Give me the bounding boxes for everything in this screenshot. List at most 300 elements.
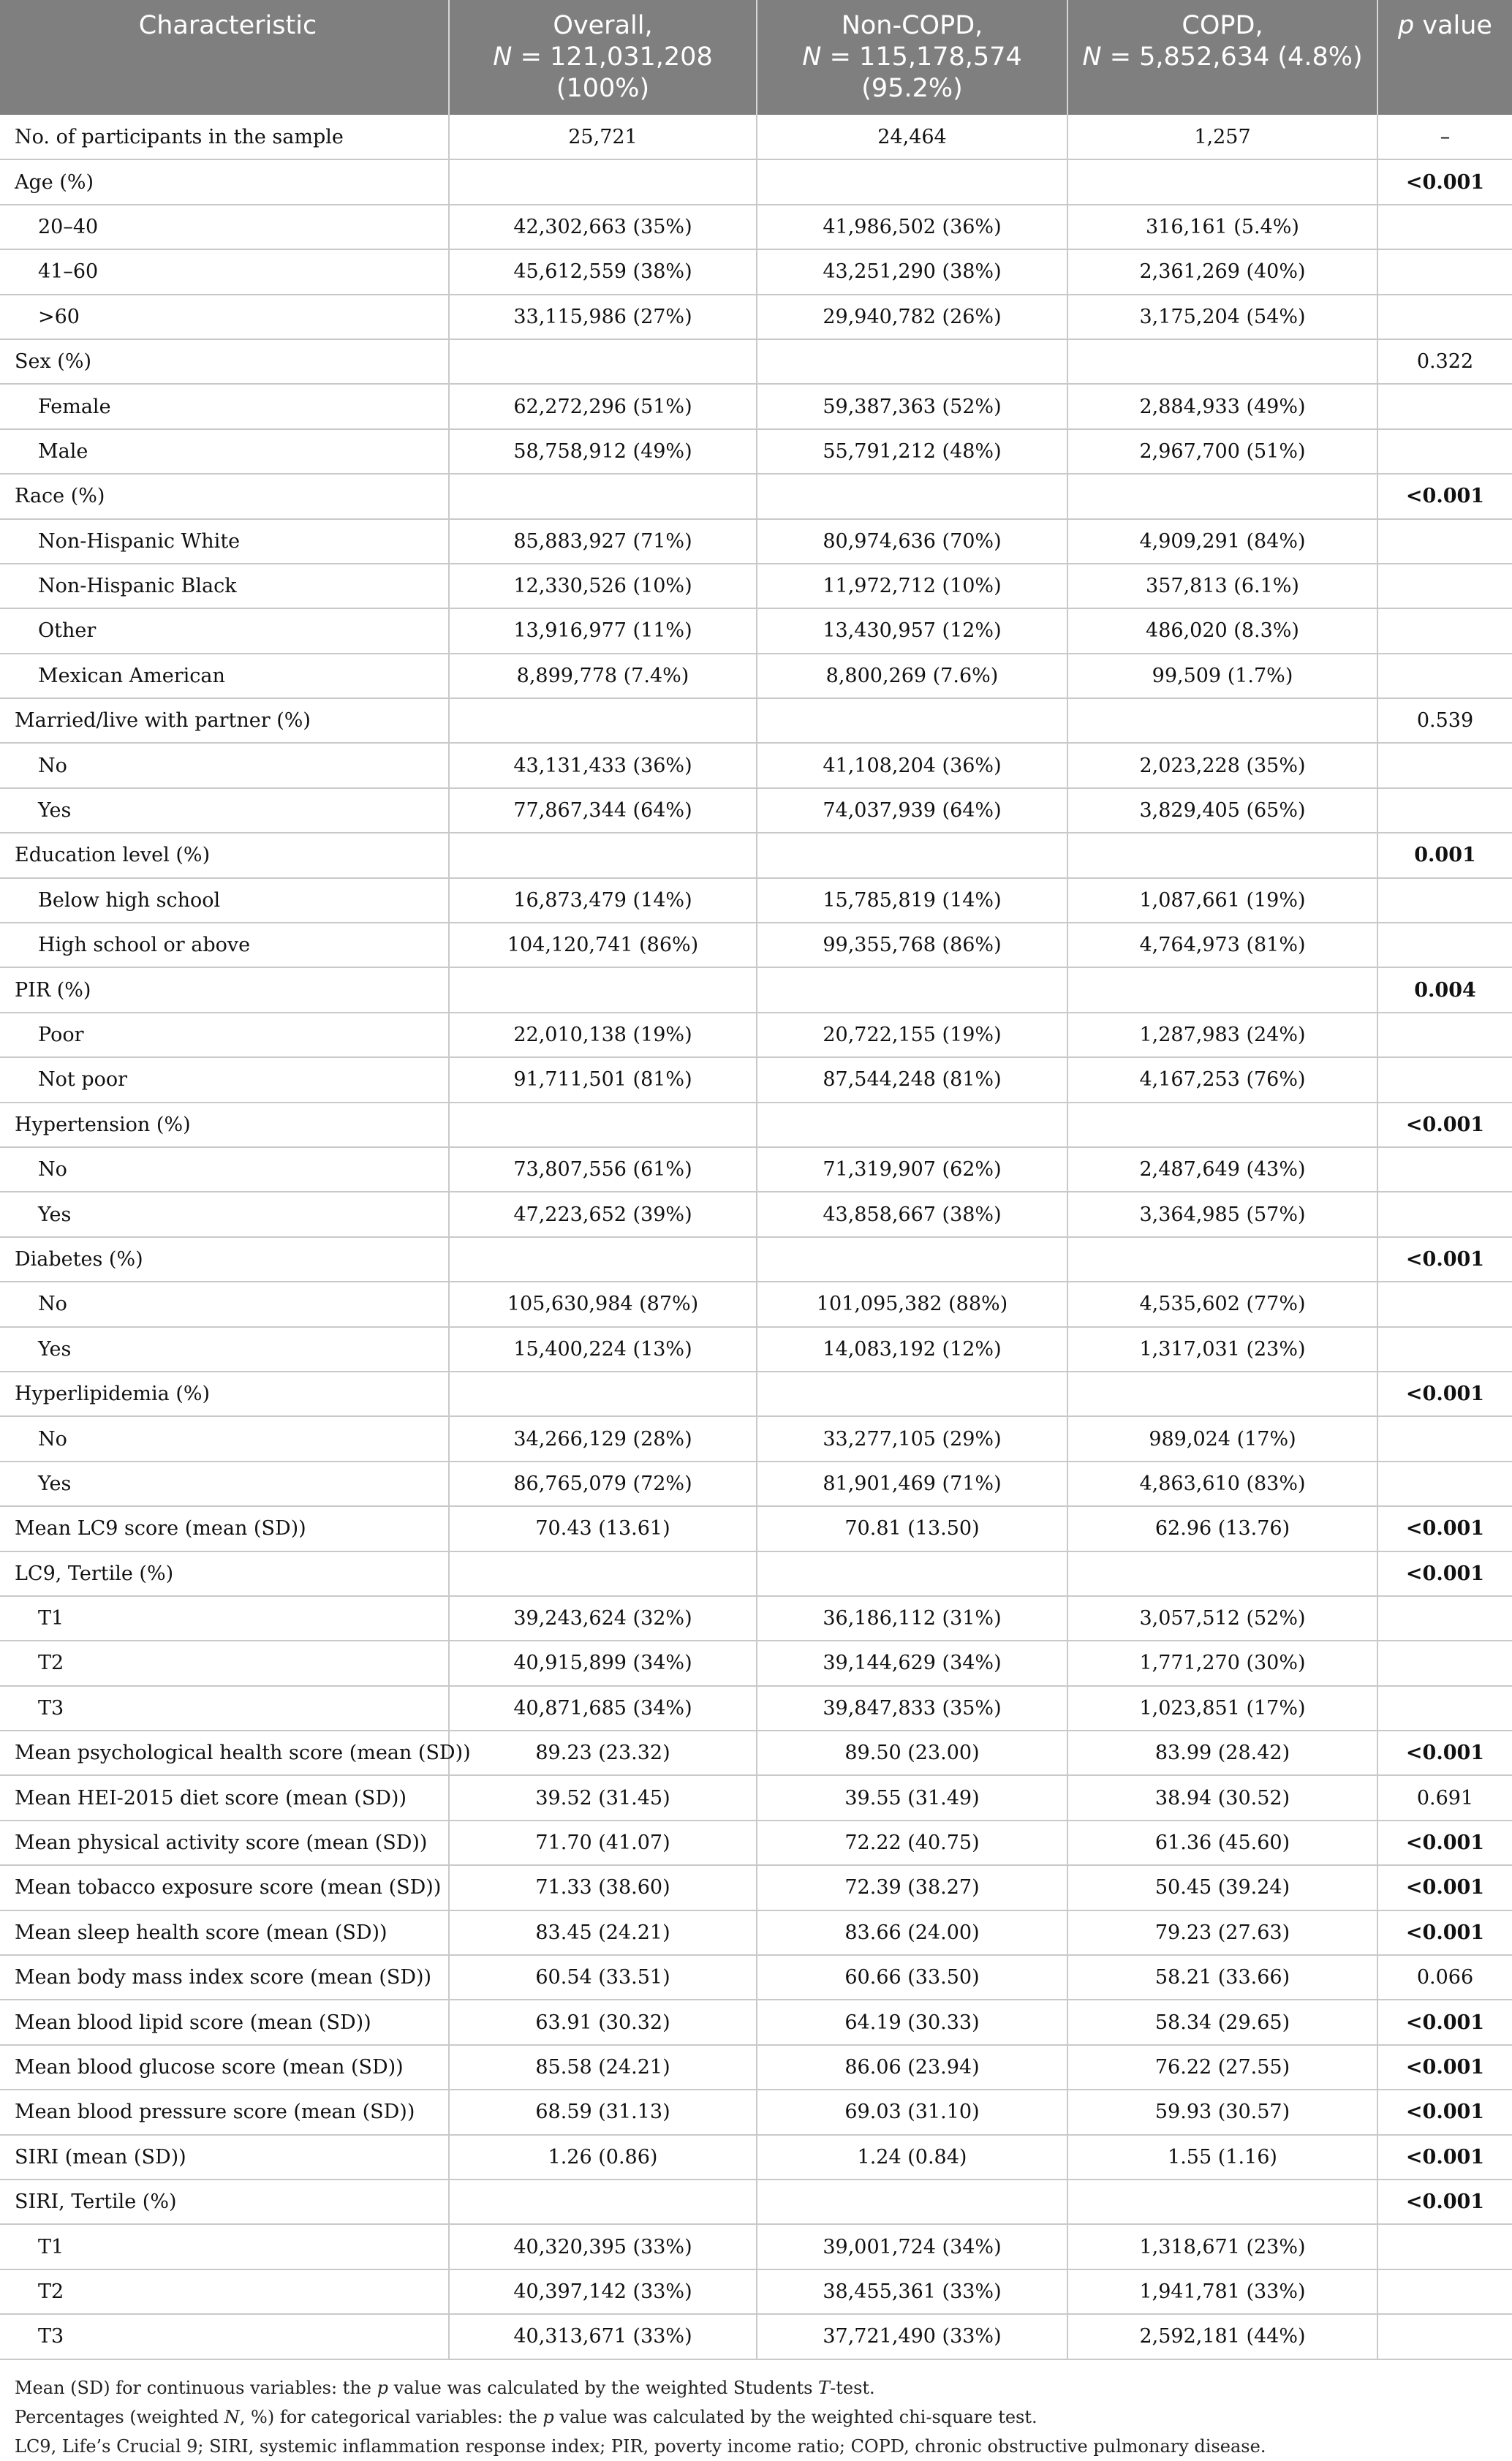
cell-non-copd: 60.66 (33.50)	[757, 1955, 1067, 2000]
cell-non-copd: 80,974,636 (70%)	[757, 519, 1067, 564]
cell-copd: 4,909,291 (84%)	[1067, 519, 1377, 564]
cell-p-value: <0.001	[1377, 1506, 1512, 1551]
row-label: Poor	[0, 1013, 449, 1057]
cell-p-value	[1377, 1596, 1512, 1641]
row-label: Mean tobacco exposure score (mean (SD))	[0, 1865, 449, 1910]
cell-p-value: 0.322	[1377, 339, 1512, 384]
cell-p-value	[1377, 1462, 1512, 1506]
cell-overall: 40,915,899 (34%)	[449, 1641, 757, 1685]
table-row	[0, 2269, 1512, 2314]
table-row	[0, 1147, 1512, 1192]
row-label: No. of participants in the sample	[0, 115, 449, 159]
cell-overall: 71.70 (41.07)	[449, 1821, 757, 1865]
cell-p-value: <0.001	[1377, 1865, 1512, 1910]
table-row	[0, 1821, 1512, 1865]
cell-overall: 33,115,986 (27%)	[449, 295, 757, 339]
cell-copd	[1067, 159, 1377, 204]
cell-p-value	[1377, 249, 1512, 294]
cell-copd: 76.22 (27.55)	[1067, 2045, 1377, 2090]
cell-non-copd: 41,108,204 (36%)	[757, 743, 1067, 787]
cell-non-copd: 39,001,724 (34%)	[757, 2224, 1067, 2269]
cell-p-value: 0.004	[1377, 967, 1512, 1012]
cell-p-value: <0.001	[1377, 2135, 1512, 2180]
header-overall: Overall, N = 121,031,208 (100%)	[449, 0, 757, 115]
cell-p-value	[1377, 788, 1512, 833]
table-row	[0, 474, 1512, 518]
table-row	[0, 1237, 1512, 1282]
cell-non-copd	[757, 159, 1067, 204]
table-row	[0, 2180, 1512, 2224]
cell-p-value	[1377, 2224, 1512, 2269]
table-footnotes	[0, 2360, 1512, 2461]
cell-overall: 86,765,079 (72%)	[449, 1462, 757, 1506]
cell-non-copd: 55,791,212 (48%)	[757, 429, 1067, 474]
cell-p-value	[1377, 384, 1512, 428]
cell-non-copd: 39.55 (31.49)	[757, 1775, 1067, 1820]
row-label: No	[0, 1282, 449, 1326]
cell-overall: 43,131,433 (36%)	[449, 743, 757, 787]
row-label: Other	[0, 608, 449, 653]
row-label: Mean physical activity score (mean (SD))	[0, 1821, 449, 1865]
row-label: Mexican American	[0, 654, 449, 698]
cell-copd: 3,175,204 (54%)	[1067, 295, 1377, 339]
row-label: Sex (%)	[0, 339, 449, 384]
cell-copd: 1,941,781 (33%)	[1067, 2269, 1377, 2314]
cell-non-copd: 43,251,290 (38%)	[757, 249, 1067, 294]
row-label: T2	[0, 2269, 449, 2314]
row-label: SIRI (mean (SD))	[0, 2135, 449, 2180]
cell-p-value: <0.001	[1377, 1731, 1512, 1775]
row-label: Race (%)	[0, 474, 449, 518]
cell-overall: 68.59 (31.13)	[449, 2090, 757, 2134]
table-row	[0, 743, 1512, 787]
cell-copd: 50.45 (39.24)	[1067, 1865, 1377, 1910]
cell-overall	[449, 159, 757, 204]
cell-p-value	[1377, 1327, 1512, 1372]
cell-p-value	[1377, 564, 1512, 608]
table-row	[0, 1192, 1512, 1236]
header-copd: COPD, N = 5,852,634 (4.8%)	[1067, 0, 1377, 115]
cell-p-value	[1377, 608, 1512, 653]
cell-copd: 2,487,649 (43%)	[1067, 1147, 1377, 1192]
table-row	[0, 159, 1512, 204]
cell-copd: 989,024 (17%)	[1067, 1416, 1377, 1461]
cell-copd	[1067, 967, 1377, 1012]
table-row	[0, 1865, 1512, 1910]
row-label: >60	[0, 295, 449, 339]
cell-copd: 83.99 (28.42)	[1067, 1731, 1377, 1775]
cell-copd: 2,592,181 (44%)	[1067, 2314, 1377, 2359]
row-label: Non-Hispanic White	[0, 519, 449, 564]
table-row	[0, 429, 1512, 474]
cell-non-copd	[757, 1237, 1067, 1282]
cell-non-copd: 89.50 (23.00)	[757, 1731, 1067, 1775]
cell-non-copd: 8,800,269 (7.6%)	[757, 654, 1067, 698]
table-row	[0, 1057, 1512, 1102]
row-label: 41–60	[0, 249, 449, 294]
cell-overall: 47,223,652 (39%)	[449, 1192, 757, 1236]
cell-p-value	[1377, 2314, 1512, 2359]
cell-overall: 70.43 (13.61)	[449, 1506, 757, 1551]
cell-copd: 4,535,602 (77%)	[1067, 1282, 1377, 1326]
cell-overall: 71.33 (38.60)	[449, 1865, 757, 1910]
cell-copd: 486,020 (8.3%)	[1067, 608, 1377, 653]
table-row	[0, 384, 1512, 428]
table-body	[0, 115, 1512, 2359]
cell-overall	[449, 2180, 757, 2224]
table-row	[0, 1641, 1512, 1685]
cell-p-value: <0.001	[1377, 1910, 1512, 1955]
cell-p-value: 0.691	[1377, 1775, 1512, 1820]
cell-non-copd: 33,277,105 (29%)	[757, 1416, 1067, 1461]
cell-copd: 4,764,973 (81%)	[1067, 923, 1377, 967]
cell-overall	[449, 1103, 757, 1147]
header-non-copd: Non-COPD, N = 115,178,574 (95.2%)	[757, 0, 1067, 115]
row-label: PIR (%)	[0, 967, 449, 1012]
cell-overall: 105,630,984 (87%)	[449, 1282, 757, 1326]
cell-copd: 1,287,983 (24%)	[1067, 1013, 1377, 1057]
table-row	[0, 1731, 1512, 1775]
cell-non-copd: 70.81 (13.50)	[757, 1506, 1067, 1551]
cell-non-copd: 14,083,192 (12%)	[757, 1327, 1067, 1372]
cell-non-copd	[757, 698, 1067, 743]
cell-non-copd	[757, 339, 1067, 384]
cell-non-copd: 59,387,363 (52%)	[757, 384, 1067, 428]
cell-copd: 58.34 (29.65)	[1067, 2000, 1377, 2044]
cell-non-copd	[757, 1551, 1067, 1596]
table-row	[0, 1955, 1512, 2000]
cell-non-copd: 83.66 (24.00)	[757, 1910, 1067, 1955]
cell-overall: 15,400,224 (13%)	[449, 1327, 757, 1372]
row-label: No	[0, 1416, 449, 1461]
cell-overall	[449, 967, 757, 1012]
row-label: Yes	[0, 1462, 449, 1506]
cell-p-value	[1377, 923, 1512, 967]
table-row	[0, 967, 1512, 1012]
row-label: Mean blood lipid score (mean (SD))	[0, 2000, 449, 2044]
cell-non-copd: 87,544,248 (81%)	[757, 1057, 1067, 1102]
table-row	[0, 2135, 1512, 2180]
table-row	[0, 1686, 1512, 1731]
row-label: Yes	[0, 788, 449, 833]
cell-non-copd	[757, 1372, 1067, 1416]
cell-non-copd: 39,144,629 (34%)	[757, 1641, 1067, 1685]
cell-copd: 1,771,270 (30%)	[1067, 1641, 1377, 1685]
cell-overall: 83.45 (24.21)	[449, 1910, 757, 1955]
cell-copd: 2,967,700 (51%)	[1067, 429, 1377, 474]
row-label: No	[0, 1147, 449, 1192]
cell-overall: 104,120,741 (86%)	[449, 923, 757, 967]
cell-p-value: 0.066	[1377, 1955, 1512, 2000]
cell-non-copd: 11,972,712 (10%)	[757, 564, 1067, 608]
cell-p-value: <0.001	[1377, 474, 1512, 518]
row-label: Non-Hispanic Black	[0, 564, 449, 608]
cell-copd: 99,509 (1.7%)	[1067, 654, 1377, 698]
cell-non-copd: 72.39 (38.27)	[757, 1865, 1067, 1910]
row-label: Below high school	[0, 878, 449, 923]
table-row	[0, 249, 1512, 294]
cell-overall: 22,010,138 (19%)	[449, 1013, 757, 1057]
cell-overall: 8,899,778 (7.4%)	[449, 654, 757, 698]
cell-copd	[1067, 1237, 1377, 1282]
table-row	[0, 1596, 1512, 1641]
row-label: Mean sleep health score (mean (SD))	[0, 1910, 449, 1955]
cell-p-value	[1377, 878, 1512, 923]
cell-copd: 1.55 (1.16)	[1067, 2135, 1377, 2180]
cell-p-value: 0.001	[1377, 833, 1512, 877]
cell-p-value: <0.001	[1377, 2045, 1512, 2090]
row-label: Female	[0, 384, 449, 428]
table-row	[0, 1327, 1512, 1372]
cell-p-value	[1377, 1057, 1512, 1102]
cell-overall: 63.91 (30.32)	[449, 2000, 757, 2044]
cell-non-copd: 64.19 (30.33)	[757, 2000, 1067, 2044]
cell-p-value	[1377, 1192, 1512, 1236]
cell-non-copd: 29,940,782 (26%)	[757, 295, 1067, 339]
row-label: Education level (%)	[0, 833, 449, 877]
table-row	[0, 833, 1512, 877]
table-row	[0, 1013, 1512, 1057]
table-row	[0, 2045, 1512, 2090]
cell-p-value: <0.001	[1377, 1551, 1512, 1596]
table-row	[0, 654, 1512, 698]
cell-copd: 316,161 (5.4%)	[1067, 205, 1377, 249]
cell-overall: 91,711,501 (81%)	[449, 1057, 757, 1102]
table-row	[0, 564, 1512, 608]
cell-non-copd: 43,858,667 (38%)	[757, 1192, 1067, 1236]
cell-copd	[1067, 833, 1377, 877]
cell-overall	[449, 833, 757, 877]
cell-overall	[449, 1551, 757, 1596]
row-label: Yes	[0, 1327, 449, 1372]
row-label: 20–40	[0, 205, 449, 249]
row-label: Married/live with partner (%)	[0, 698, 449, 743]
cell-overall: 89.23 (23.32)	[449, 1731, 757, 1775]
table-row	[0, 2090, 1512, 2134]
table-row	[0, 1103, 1512, 1147]
table-row	[0, 1462, 1512, 1506]
cell-copd	[1067, 2180, 1377, 2224]
cell-copd: 62.96 (13.76)	[1067, 1506, 1377, 1551]
footnote-abbreviations: LC9, Life’s Crucial 9; SIRI, systemic inflammation response index; PIR, poverty income ratio; COPD, chronic obstructive pulmonary disease.	[15, 2435, 1266, 2457]
cell-non-copd: 69.03 (31.10)	[757, 2090, 1067, 2134]
cell-copd: 2,023,228 (35%)	[1067, 743, 1377, 787]
cell-copd: 2,361,269 (40%)	[1067, 249, 1377, 294]
cell-overall	[449, 1237, 757, 1282]
row-label: T3	[0, 2314, 449, 2359]
row-label: Mean body mass index score (mean (SD))	[0, 1955, 449, 2000]
header-p-value: p value	[1377, 0, 1512, 115]
cell-p-value	[1377, 1282, 1512, 1326]
cell-p-value	[1377, 1147, 1512, 1192]
cell-non-copd: 41,986,502 (36%)	[757, 205, 1067, 249]
cell-non-copd: 39,847,833 (35%)	[757, 1686, 1067, 1731]
table-row	[0, 115, 1512, 159]
cell-p-value	[1377, 519, 1512, 564]
cell-p-value: <0.001	[1377, 159, 1512, 204]
cell-overall: 85.58 (24.21)	[449, 2045, 757, 2090]
cell-overall	[449, 339, 757, 384]
row-label: SIRI, Tertile (%)	[0, 2180, 449, 2224]
table-row	[0, 2314, 1512, 2359]
cell-copd: 1,257	[1067, 115, 1377, 159]
cell-p-value	[1377, 654, 1512, 698]
cell-p-value	[1377, 1013, 1512, 1057]
row-label: Diabetes (%)	[0, 1237, 449, 1282]
table-row	[0, 1416, 1512, 1461]
cell-copd: 1,318,671 (23%)	[1067, 2224, 1377, 2269]
cell-non-copd: 99,355,768 (86%)	[757, 923, 1067, 967]
table-row	[0, 698, 1512, 743]
table-row	[0, 608, 1512, 653]
cell-p-value	[1377, 743, 1512, 787]
cell-overall	[449, 1372, 757, 1416]
cell-non-copd: 13,430,957 (12%)	[757, 608, 1067, 653]
row-label: T1	[0, 1596, 449, 1641]
cell-overall: 77,867,344 (64%)	[449, 788, 757, 833]
row-label: Mean blood glucose score (mean (SD))	[0, 2045, 449, 2090]
cell-overall: 60.54 (33.51)	[449, 1955, 757, 2000]
cell-copd: 79.23 (27.63)	[1067, 1910, 1377, 1955]
cell-copd	[1067, 474, 1377, 518]
table-row	[0, 878, 1512, 923]
cell-copd: 58.21 (33.66)	[1067, 1955, 1377, 2000]
cell-non-copd: 101,095,382 (88%)	[757, 1282, 1067, 1326]
cell-overall: 40,320,395 (33%)	[449, 2224, 757, 2269]
cell-copd	[1067, 1551, 1377, 1596]
cell-p-value: <0.001	[1377, 1237, 1512, 1282]
cell-non-copd: 38,455,361 (33%)	[757, 2269, 1067, 2314]
row-label: High school or above	[0, 923, 449, 967]
table-row	[0, 295, 1512, 339]
row-label: Hypertension (%)	[0, 1103, 449, 1147]
table-row	[0, 339, 1512, 384]
cell-overall: 58,758,912 (49%)	[449, 429, 757, 474]
cell-non-copd	[757, 2180, 1067, 2224]
table-row	[0, 1775, 1512, 1820]
footnote-continuous: Mean (SD) for continuous variables: the p value was calculated by the weighted Students T-test.	[15, 2377, 875, 2398]
cell-p-value	[1377, 205, 1512, 249]
cell-p-value: 0.539	[1377, 698, 1512, 743]
cell-overall: 40,397,142 (33%)	[449, 2269, 757, 2314]
cell-copd: 38.94 (30.52)	[1067, 1775, 1377, 1820]
cell-non-copd: 72.22 (40.75)	[757, 1821, 1067, 1865]
cell-non-copd: 81,901,469 (71%)	[757, 1462, 1067, 1506]
footnote-categorical: Percentages (weighted N, %) for categorical variables: the p value was calculated by the weighted chi-square test.	[15, 2406, 1037, 2427]
table-row	[0, 2000, 1512, 2044]
cell-p-value: <0.001	[1377, 2090, 1512, 2134]
table-row	[0, 2224, 1512, 2269]
table-row	[0, 519, 1512, 564]
cell-p-value: <0.001	[1377, 1372, 1512, 1416]
row-label: Mean psychological health score (mean (SD))	[0, 1731, 449, 1775]
cell-copd: 357,813 (6.1%)	[1067, 564, 1377, 608]
cell-overall: 62,272,296 (51%)	[449, 384, 757, 428]
row-label: Mean blood pressure score (mean (SD))	[0, 2090, 449, 2134]
row-label: Mean LC9 score (mean (SD))	[0, 1506, 449, 1551]
row-label: No	[0, 743, 449, 787]
cell-non-copd: 71,319,907 (62%)	[757, 1147, 1067, 1192]
cell-p-value: –	[1377, 115, 1512, 159]
cell-copd	[1067, 698, 1377, 743]
row-label: Hyperlipidemia (%)	[0, 1372, 449, 1416]
cell-non-copd	[757, 474, 1067, 518]
table-row	[0, 1506, 1512, 1551]
cell-overall: 16,873,479 (14%)	[449, 878, 757, 923]
cell-overall: 25,721	[449, 115, 757, 159]
cell-p-value: <0.001	[1377, 2000, 1512, 2044]
cell-p-value: <0.001	[1377, 1821, 1512, 1865]
cell-p-value	[1377, 295, 1512, 339]
cell-p-value	[1377, 2269, 1512, 2314]
cell-copd: 59.93 (30.57)	[1067, 2090, 1377, 2134]
cell-overall	[449, 698, 757, 743]
cell-non-copd	[757, 967, 1067, 1012]
cell-copd: 1,317,031 (23%)	[1067, 1327, 1377, 1372]
cell-copd: 1,087,661 (19%)	[1067, 878, 1377, 923]
cell-overall: 13,916,977 (11%)	[449, 608, 757, 653]
cell-non-copd: 20,722,155 (19%)	[757, 1013, 1067, 1057]
cell-copd: 3,057,512 (52%)	[1067, 1596, 1377, 1641]
cell-overall	[449, 474, 757, 518]
cell-non-copd: 86.06 (23.94)	[757, 2045, 1067, 2090]
row-label: Age (%)	[0, 159, 449, 204]
cell-non-copd: 74,037,939 (64%)	[757, 788, 1067, 833]
table-row	[0, 1372, 1512, 1416]
cell-copd: 4,863,610 (83%)	[1067, 1462, 1377, 1506]
cell-copd: 1,023,851 (17%)	[1067, 1686, 1377, 1731]
cell-overall: 1.26 (0.86)	[449, 2135, 757, 2180]
cell-copd	[1067, 1372, 1377, 1416]
cell-p-value	[1377, 1416, 1512, 1461]
cell-overall: 45,612,559 (38%)	[449, 249, 757, 294]
cell-copd: 3,364,985 (57%)	[1067, 1192, 1377, 1236]
cell-copd: 3,829,405 (65%)	[1067, 788, 1377, 833]
cell-overall: 12,330,526 (10%)	[449, 564, 757, 608]
cell-non-copd	[757, 1103, 1067, 1147]
cell-p-value	[1377, 1641, 1512, 1685]
table-row	[0, 205, 1512, 249]
cell-p-value: <0.001	[1377, 2180, 1512, 2224]
cell-copd: 61.36 (45.60)	[1067, 1821, 1377, 1865]
cell-overall: 42,302,663 (35%)	[449, 205, 757, 249]
cell-overall: 34,266,129 (28%)	[449, 1416, 757, 1461]
table-row	[0, 1551, 1512, 1596]
row-label: Mean HEI-2015 diet score (mean (SD))	[0, 1775, 449, 1820]
row-label: LC9, Tertile (%)	[0, 1551, 449, 1596]
row-label: Not poor	[0, 1057, 449, 1102]
cell-overall: 73,807,556 (61%)	[449, 1147, 757, 1192]
cell-non-copd: 1.24 (0.84)	[757, 2135, 1067, 2180]
table-header	[0, 0, 1512, 115]
cell-non-copd: 37,721,490 (33%)	[757, 2314, 1067, 2359]
row-label: Yes	[0, 1192, 449, 1236]
table-row	[0, 923, 1512, 967]
table-row	[0, 788, 1512, 833]
header-characteristic: Characteristic	[0, 0, 449, 115]
cell-copd: 2,884,933 (49%)	[1067, 384, 1377, 428]
cell-non-copd: 15,785,819 (14%)	[757, 878, 1067, 923]
cell-overall: 39,243,624 (32%)	[449, 1596, 757, 1641]
cell-copd	[1067, 339, 1377, 384]
cell-non-copd: 36,186,112 (31%)	[757, 1596, 1067, 1641]
row-label: T3	[0, 1686, 449, 1731]
cell-p-value	[1377, 429, 1512, 474]
cell-copd: 4,167,253 (76%)	[1067, 1057, 1377, 1102]
cell-overall: 39.52 (31.45)	[449, 1775, 757, 1820]
cell-p-value	[1377, 1686, 1512, 1731]
cell-p-value: <0.001	[1377, 1103, 1512, 1147]
